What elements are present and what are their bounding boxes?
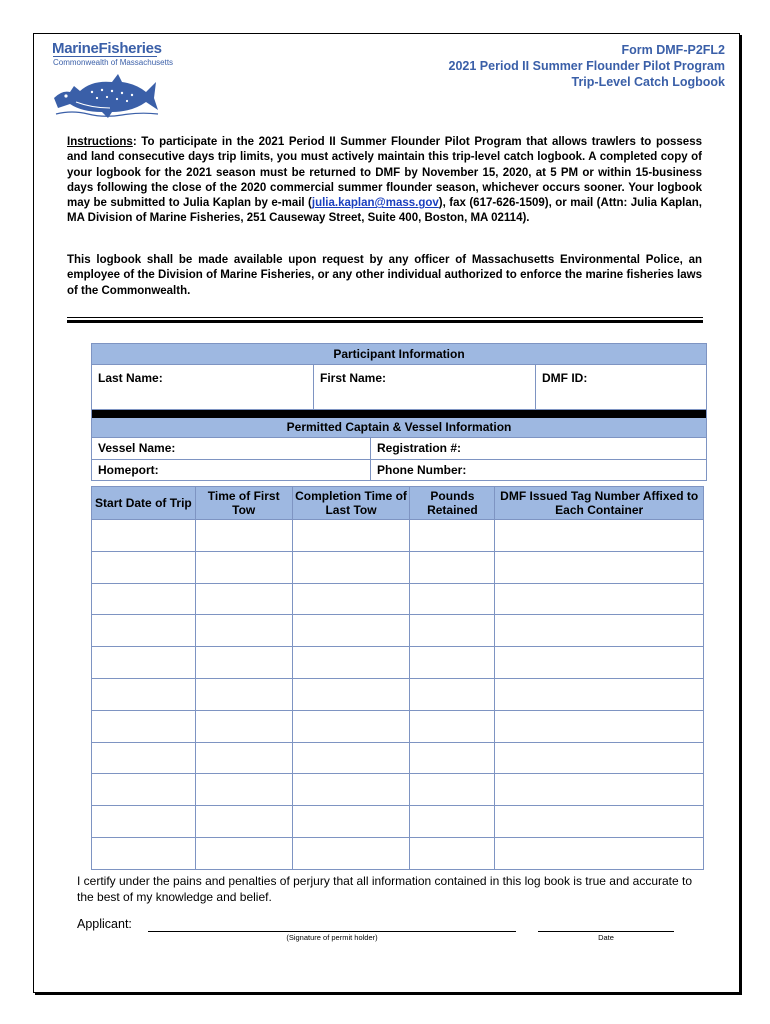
table-cell[interactable] bbox=[195, 647, 292, 679]
instructions-paragraph bbox=[67, 135, 702, 227]
col-start-date: Start Date of Trip bbox=[92, 487, 196, 520]
table-cell[interactable] bbox=[495, 647, 704, 679]
logo-title: MarineFisheries bbox=[52, 40, 162, 57]
table-row bbox=[92, 678, 704, 710]
fish-icon bbox=[52, 64, 162, 120]
table-cell[interactable] bbox=[292, 774, 410, 806]
signature-line[interactable] bbox=[148, 931, 516, 932]
col-first-tow: Time of First Tow bbox=[195, 487, 292, 520]
instructions-text-2: ), fax (617-626-1509), or mail (Attn: Julia Kaplan, MA Division of Marine Fisheries, 251 Causeway Street, Suite 400, Boston, MA 02114). bbox=[67, 197, 702, 225]
dmf-id-field[interactable]: DMF ID: bbox=[535, 365, 706, 409]
table-cell[interactable] bbox=[495, 583, 704, 615]
col-tag-number: DMF Issued Tag Number Affixed to Each Container bbox=[495, 487, 704, 520]
table-cell[interactable] bbox=[92, 615, 196, 647]
homeport-field[interactable]: Homeport: bbox=[98, 463, 159, 477]
table-cell[interactable] bbox=[410, 647, 495, 679]
table-row bbox=[92, 583, 704, 615]
table-cell[interactable] bbox=[195, 583, 292, 615]
table-cell[interactable] bbox=[92, 551, 196, 583]
table-cell[interactable] bbox=[410, 678, 495, 710]
table-row bbox=[92, 742, 704, 774]
signature-caption: (Signature of permit holder) bbox=[286, 933, 378, 942]
last-name-field[interactable]: Last Name: bbox=[98, 371, 163, 385]
table-row bbox=[92, 647, 704, 679]
table-cell[interactable] bbox=[92, 837, 196, 869]
table-cell[interactable] bbox=[495, 615, 704, 647]
table-row bbox=[92, 551, 704, 583]
table-cell[interactable] bbox=[292, 710, 410, 742]
table-cell[interactable] bbox=[410, 837, 495, 869]
divider-thick bbox=[67, 320, 703, 323]
table-cell[interactable] bbox=[92, 742, 196, 774]
instructions-label: Instructions bbox=[67, 136, 133, 148]
table-cell[interactable] bbox=[195, 710, 292, 742]
applicant-label: Applicant: bbox=[77, 917, 132, 931]
table-row bbox=[92, 837, 704, 869]
registration-field[interactable]: Registration #: bbox=[370, 438, 706, 459]
table-row bbox=[92, 806, 704, 838]
table-cell[interactable] bbox=[292, 678, 410, 710]
table-cell[interactable] bbox=[495, 837, 704, 869]
table-row bbox=[92, 710, 704, 742]
logbook-title: Trip-Level Catch Logbook bbox=[571, 75, 725, 89]
vessel-name-field[interactable]: Vessel Name: bbox=[98, 441, 176, 455]
table-cell[interactable] bbox=[292, 615, 410, 647]
table-cell[interactable] bbox=[410, 742, 495, 774]
table-cell[interactable] bbox=[195, 774, 292, 806]
table-cell[interactable] bbox=[92, 774, 196, 806]
table-body bbox=[92, 520, 704, 870]
form-id: Form DMF-P2FL2 bbox=[621, 43, 725, 57]
table-header-row bbox=[92, 487, 704, 520]
col-pounds: Pounds Retained bbox=[410, 487, 495, 520]
table-cell[interactable] bbox=[410, 774, 495, 806]
vessel-row-2 bbox=[92, 460, 706, 480]
certification-text: I certify under the pains and penalties of perjury that all information contained in this log book is true and accurate to the best of my knowledge and belief. bbox=[77, 874, 693, 904]
first-name-field[interactable]: First Name: bbox=[313, 365, 535, 409]
table-cell[interactable] bbox=[92, 583, 196, 615]
table-cell[interactable] bbox=[410, 710, 495, 742]
table-cell[interactable] bbox=[292, 837, 410, 869]
table-cell[interactable] bbox=[92, 647, 196, 679]
trip-log-table bbox=[91, 486, 704, 870]
table-cell[interactable] bbox=[92, 710, 196, 742]
participant-heading: Participant Information bbox=[92, 344, 706, 365]
phone-field[interactable]: Phone Number: bbox=[370, 460, 706, 480]
table-cell[interactable] bbox=[195, 678, 292, 710]
info-box bbox=[91, 343, 707, 481]
table-cell[interactable] bbox=[92, 678, 196, 710]
divider-thin bbox=[67, 317, 703, 318]
table-cell[interactable] bbox=[495, 742, 704, 774]
table-row bbox=[92, 520, 704, 552]
email-link[interactable]: julia.kaplan@mass.gov bbox=[311, 197, 439, 210]
table-cell[interactable] bbox=[410, 806, 495, 838]
program-title: 2021 Period II Summer Flounder Pilot Program bbox=[448, 59, 725, 73]
table-cell[interactable] bbox=[292, 520, 410, 552]
table-cell[interactable] bbox=[410, 520, 495, 552]
table-row bbox=[92, 774, 704, 806]
table-cell[interactable] bbox=[195, 520, 292, 552]
table-row bbox=[92, 615, 704, 647]
table-cell[interactable] bbox=[410, 615, 495, 647]
table-cell[interactable] bbox=[410, 551, 495, 583]
table-cell[interactable] bbox=[195, 742, 292, 774]
vessel-heading: Permitted Captain & Vessel Information bbox=[92, 418, 706, 438]
vessel-row-1 bbox=[92, 438, 706, 460]
table-cell[interactable] bbox=[495, 806, 704, 838]
participant-row bbox=[92, 365, 706, 410]
table-cell[interactable] bbox=[292, 551, 410, 583]
table-cell[interactable] bbox=[292, 583, 410, 615]
table-cell[interactable] bbox=[495, 710, 704, 742]
section-separator bbox=[92, 410, 706, 418]
table-cell[interactable] bbox=[92, 806, 196, 838]
table-cell[interactable] bbox=[195, 551, 292, 583]
logo-subtitle: Commonwealth of Massachusetts bbox=[53, 58, 174, 67]
table-cell[interactable] bbox=[292, 647, 410, 679]
table-cell[interactable] bbox=[495, 551, 704, 583]
table-cell[interactable] bbox=[292, 742, 410, 774]
table-cell[interactable] bbox=[495, 678, 704, 710]
table-cell[interactable] bbox=[292, 806, 410, 838]
table-cell[interactable] bbox=[195, 615, 292, 647]
table-cell[interactable] bbox=[195, 806, 292, 838]
instructions-text-1: : To participate in the 2021 Period II Summer Flounder Pilot Program that allows trawlers to possess and land consecutive days trip limits, you must actively maintain this trip-level catch logbook. A completed copy of your logbook for the 2021 season must be returned to DMF by November 15, 2020, at 5 PM or within 15-business days following the close of the 2020 commercial summer flounder season, whichever occurs sooner. Your logbook may be submitted to Julia Kaplan by e-mail ( bbox=[67, 136, 702, 210]
table-cell[interactable] bbox=[195, 837, 292, 869]
date-caption: Date bbox=[598, 933, 614, 942]
table-cell[interactable] bbox=[410, 583, 495, 615]
marine-fisheries-logo bbox=[52, 40, 192, 120]
date-line[interactable] bbox=[538, 931, 674, 932]
table-cell[interactable] bbox=[495, 774, 704, 806]
table-cell[interactable] bbox=[92, 520, 196, 552]
form-header bbox=[449, 42, 725, 90]
availability-paragraph: This logbook shall be made available upon request by any officer of Massachusetts Environmental Police, an employee of the Division of Marine Fisheries, or any other individual authorized to enforce the marine fisheries laws of the Commonwealth. bbox=[67, 254, 702, 297]
table-cell[interactable] bbox=[495, 520, 704, 552]
col-last-tow: Completion Time of Last Tow bbox=[292, 487, 410, 520]
